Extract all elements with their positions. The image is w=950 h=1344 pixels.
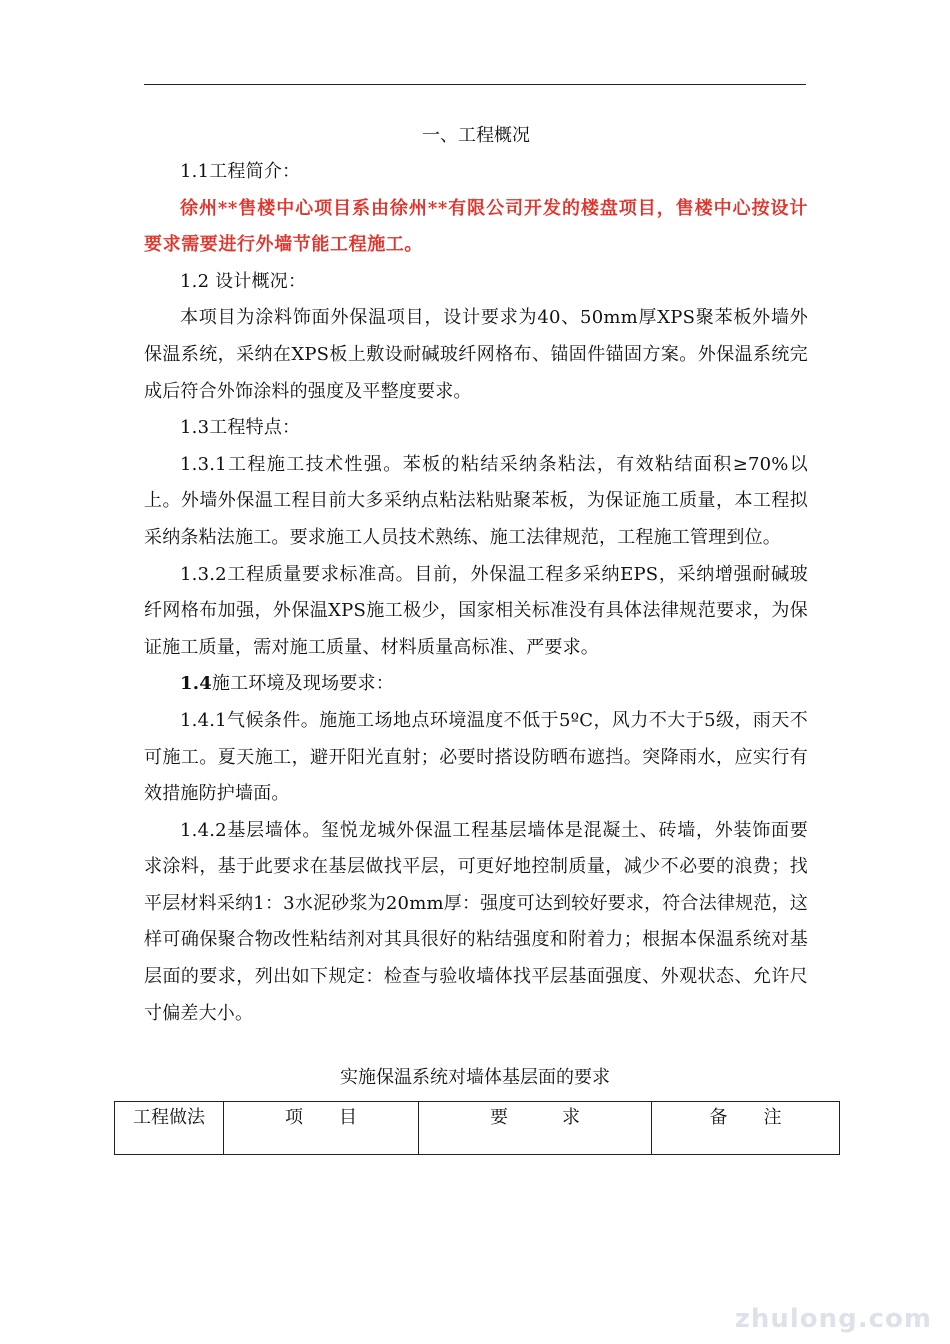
table-header-row (115, 1102, 840, 1155)
table-header-remark: 备 注 (652, 1102, 840, 1155)
table-header-item: 项 目 (224, 1102, 419, 1155)
subheading-1-1: 1.1工程简介： (180, 161, 301, 182)
subheading-1-3: 1.3工程特点： (180, 417, 301, 439)
design-overview-paragraph: 本项目为涂料饰面外保温项目，设计要求为40、50mm厚XPS聚苯板外墙外保温系统，采纳在XPS板上敷设耐碱玻纤网格布、锚固件锚固方案。外保温系统完成后符合外饰涂料的强度及平整度要求。 (144, 307, 808, 402)
section-heading: 一、工程概况 (422, 125, 530, 146)
subheading-1-4 (144, 666, 808, 703)
table-header-method: 工程做法 (115, 1102, 224, 1155)
subheading-1-4-number: 1.4 (180, 673, 212, 695)
project-intro-paragraph: 徐州**售楼中心项目系由徐州**有限公司开发的楼盘项目，售楼中心按设计要求需要进行外墙节能工程施工。 (144, 197, 808, 256)
table-header-requirement: 要 求 (419, 1102, 652, 1155)
feature-1-3-2-paragraph: 1.3.2工程质量要求标准高。目前，外保温工程多采纳EPS，采纳增强耐碱玻纤网格布加强，外保温XPS施工极少，国家相关标准没有具体法律规范要求，为保证施工质量，需对施工质量、材料质量高标准、严要求。 (144, 563, 808, 658)
subheading-1-4-label: 施工环境及现场要求： (211, 673, 394, 695)
climate-paragraph: 1.4.1气候条件。施施工场地点环境温度不低于5ºC，风力不大于5级，雨天不可施工。夏天施工，避开阳光直射；必要时搭设防晒布遮挡。突降雨水，应实行有效措施防护墙面。 (144, 709, 808, 805)
header-rule (144, 84, 806, 85)
requirements-table (114, 1101, 840, 1155)
subheading-1-2: 1.2 设计概况： (180, 270, 307, 292)
watermark-logo: zhulong.com (734, 1304, 932, 1334)
base-wall-paragraph: 1.4.2基层墙体。玺悦龙城外保温工程基层墙体是混凝土、砖墙，外装饰面要求涂料，基于此要求在基层做找平层，可更好地控制质量，减少不必要的浪费；找平层材料采纳1：3水泥砂浆为20mm厚：强度可达到较好要求，符合法律规范，这样可确保聚合物改性粘结剂对其具很好的粘结强度和附着力；根据本保温系统对基层面的要求，列出如下规定：检查与验收墙体找平层基面强度、外观状态、允许尺寸偏差大小。 (144, 819, 808, 1024)
document-body (144, 118, 808, 1032)
table-title: 实施保温系统对墙体基层面的要求 (340, 1067, 610, 1088)
feature-1-3-1-paragraph: 1.3.1工程施工技术性强。苯板的粘结采纳条粘法，有效粘结面积≥70%以上。外墙外保温工程目前大多采纳点粘法粘贴聚苯板，为保证施工质量，本工程拟采纳条粘法施工。要求施工人员技术熟练、施工法律规范，工程施工管理到位。 (144, 453, 808, 548)
